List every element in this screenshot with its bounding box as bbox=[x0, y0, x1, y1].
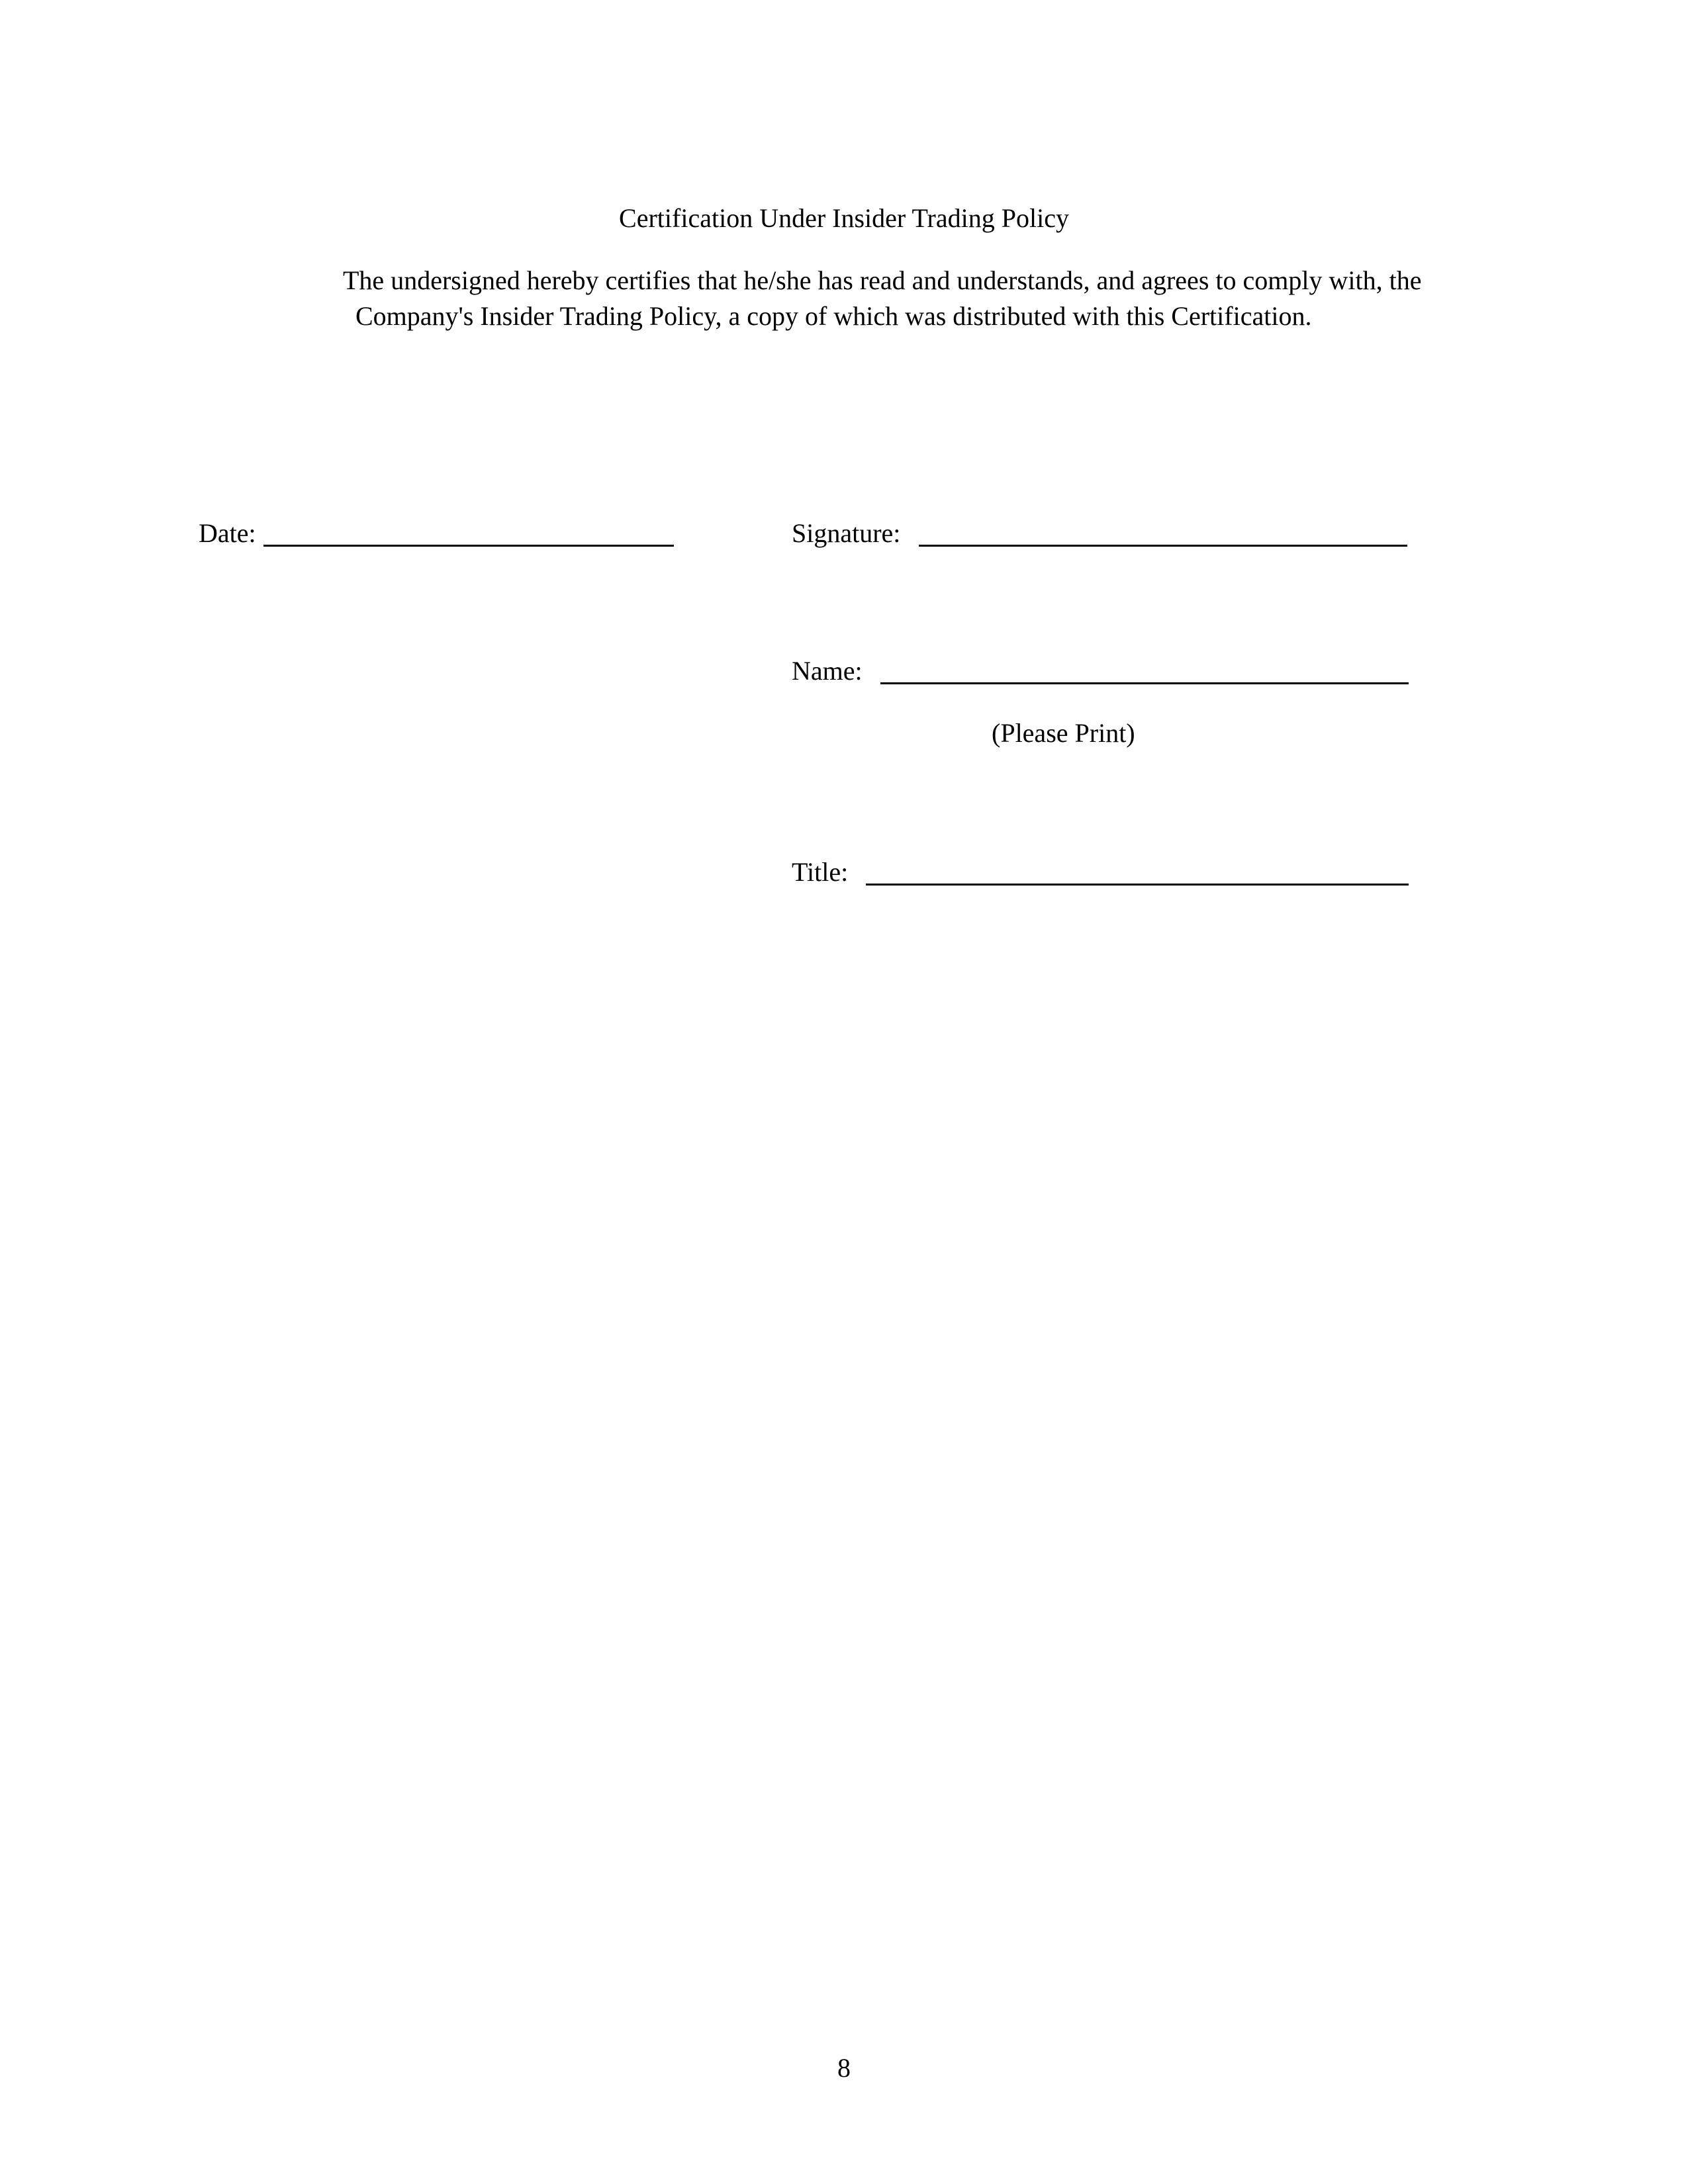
certification-paragraph-line-2: Company's Insider Trading Policy, a copy of which was distributed with this Certification. bbox=[355, 301, 1312, 331]
signature-label: Signature: bbox=[792, 518, 901, 548]
title-label: Title: bbox=[792, 857, 849, 887]
page-number: 8 bbox=[837, 2053, 851, 2083]
name-label: Name: bbox=[792, 656, 863, 686]
date-line[interactable] bbox=[263, 545, 674, 547]
date-label: Date: bbox=[199, 518, 256, 548]
certification-paragraph-line-1: The undersigned hereby certifies that he/she has read and understands, and agrees to comply with, the bbox=[343, 265, 1422, 295]
name-line[interactable] bbox=[880, 682, 1409, 684]
signature-line[interactable] bbox=[919, 545, 1407, 547]
title-line[interactable] bbox=[866, 884, 1409, 886]
document-title: Certification Under Insider Trading Policy bbox=[619, 203, 1069, 233]
please-print-note: (Please Print) bbox=[992, 718, 1135, 748]
